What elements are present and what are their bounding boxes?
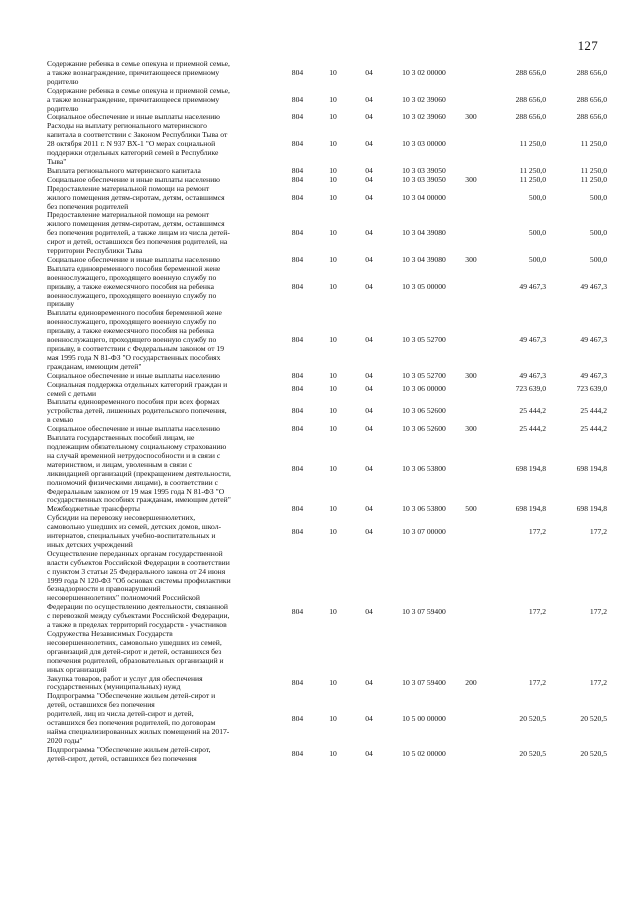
section-code-cell: 10: [329, 67, 337, 77]
table-row: [47, 675, 607, 693]
amount-year2-cell: 723 639,0: [576, 384, 607, 394]
expense-type-cell: 300: [465, 370, 477, 380]
expense-type-cell: 300: [465, 174, 477, 184]
target-article-cell: 10 3 06 52600: [402, 406, 446, 416]
amount-year1-cell: 25 444,2: [519, 424, 546, 434]
section-code-cell: 10: [329, 406, 337, 416]
amount-year2-cell: 20 520,5: [580, 749, 607, 759]
target-article-cell: 10 5 02 00000: [402, 749, 446, 759]
amount-year2-cell: 11 250,0: [580, 139, 607, 149]
subsection-code-cell: 04: [365, 67, 373, 77]
row-name-cell: Предоставление материальной помощи на ремонт жилого помещения детям-сиротам, детям, оставшимся без попечения родителей, а также лицам из числа детей- сирот и детей, оставшихся без попечения родителей, на территории Республики Тыва: [47, 210, 230, 256]
table-row: [47, 692, 607, 745]
amount-year1-cell: 698 194,8: [515, 504, 546, 514]
table-row: [47, 398, 607, 425]
section-code-cell: 10: [329, 749, 337, 759]
row-name-cell: Подпрограмма "Обеспечение жильем детей-сирот, детей-сирот, детей, оставшихся без попечения: [47, 744, 211, 763]
target-article-cell: 10 3 07 59400: [402, 677, 446, 687]
ministry-code-cell: 804: [291, 370, 304, 380]
amount-year1-cell: 288 656,0: [515, 67, 546, 77]
row-name-cell: Социальная поддержка отдельных категорий граждан и семей с детьми: [47, 379, 228, 398]
ministry-code-cell: 804: [291, 504, 304, 514]
subsection-code-cell: 04: [365, 749, 373, 759]
amount-year2-cell: 11 250,0: [580, 165, 607, 175]
row-name-cell: Социальное обеспечение и иные выплаты населению: [47, 424, 220, 434]
section-code-cell: 10: [329, 384, 337, 394]
row-name-cell: Выплата единовременного пособия беременной жене военнослужащего, проходящего военную службу по призыву, а также ежемесячного пособия на ребенка военнослужащего, проходящего военную службу по призыву: [47, 263, 221, 309]
ministry-code-cell: 804: [291, 335, 304, 345]
amount-year1-cell: 500,0: [528, 228, 546, 238]
ministry-code-cell: 804: [291, 713, 304, 723]
amount-year2-cell: 288 656,0: [576, 67, 607, 77]
amount-year2-cell: 698 194,8: [576, 504, 607, 514]
table-row: [47, 309, 607, 371]
row-name-cell: Осуществление переданных органам государственной власти субъектов Российской Федерации в соответствии с пунктом 3 статьи 25 Федерального закона от 24 июня 1999 года N 120-ФЗ "Об основах системы профилактики безнадзорности и правонарушений несовершеннолетних" полномочий Российской Федерации по осуществлению деятельности, связанной с перевозкой между субъектами Российской Федерации, а также в пределах территорий государств - участников Содружества Независимых Государств несовершеннолетних, самовольно ушедших из семей, организаций для детей-сирот и детей, оставшихся без попечения родителей, образовательных организаций и иных организаций: [47, 548, 231, 674]
target-article-cell: 10 3 03 00000: [402, 139, 446, 149]
table-row: [47, 434, 607, 505]
target-article-cell: 10 3 07 59400: [402, 606, 446, 616]
subsection-code-cell: 04: [365, 281, 373, 291]
subsection-code-cell: 04: [365, 335, 373, 345]
amount-year2-cell: 288 656,0: [576, 94, 607, 104]
table-row: [47, 746, 607, 764]
amount-year2-cell: 20 520,5: [580, 713, 607, 723]
amount-year1-cell: 49 467,3: [519, 370, 546, 380]
subsection-code-cell: 04: [365, 713, 373, 723]
amount-year1-cell: 288 656,0: [515, 94, 546, 104]
subsection-code-cell: 04: [365, 165, 373, 175]
subsection-code-cell: 04: [365, 174, 373, 184]
ministry-code-cell: 804: [291, 677, 304, 687]
amount-year1-cell: 20 520,5: [519, 713, 546, 723]
amount-year1-cell: 288 656,0: [515, 112, 546, 122]
target-article-cell: 10 3 02 39060: [402, 112, 446, 122]
section-code-cell: 10: [329, 677, 337, 687]
subsection-code-cell: 04: [365, 192, 373, 202]
row-name-cell: Социальное обеспечение и иные выплаты населению: [47, 112, 220, 122]
ministry-code-cell: 804: [291, 112, 304, 122]
table-row: [47, 60, 607, 87]
subsection-code-cell: 04: [365, 504, 373, 514]
amount-year1-cell: 500,0: [528, 192, 546, 202]
target-article-cell: 10 3 05 52700: [402, 370, 446, 380]
ministry-code-cell: 804: [291, 67, 304, 77]
target-article-cell: 10 3 06 53800: [402, 464, 446, 474]
amount-year1-cell: 25 444,2: [519, 406, 546, 416]
target-article-cell: 10 3 07 00000: [402, 526, 446, 536]
section-code-cell: 10: [329, 526, 337, 536]
target-article-cell: 10 3 06 53800: [402, 504, 446, 514]
amount-year2-cell: 49 467,3: [580, 370, 607, 380]
amount-year2-cell: 698 194,8: [576, 464, 607, 474]
ministry-code-cell: 804: [291, 464, 304, 474]
row-name-cell: Выплата государственных пособий лицам, не подлежащим обязательному социальному страхованию на случай временной нетрудоспособности и в связи с материнством, и лицам, уволенным в связи с ликвидацией организаций (прекращением деятельности, полномочий физическими лицами), в соответствии с Федеральным законом от 19 мая 1995 года N 81-ФЗ "О государственных пособиях гражданам, имеющим детей": [47, 433, 231, 505]
ministry-code-cell: 804: [291, 254, 304, 264]
subsection-code-cell: 04: [365, 424, 373, 434]
row-name-cell: Социальное обеспечение и иные выплаты населению: [47, 254, 220, 264]
amount-year2-cell: 11 250,0: [580, 174, 607, 184]
row-name-cell: Содержание ребенка в семье опекуна и приемной семье, а также вознаграждение, причитающееся приемному родителю: [47, 59, 230, 86]
section-code-cell: 10: [329, 112, 337, 122]
row-name-cell: Подпрограмма "Обеспечение жильем детей-сирот и детей, оставшихся без попечения родителей, лиц из числа детей-сирот и детей, оставшихся без попечения родителей, по договорам найма специализированных жилых помещений на 2017- 2020 годы": [47, 691, 230, 745]
target-article-cell: 10 3 05 00000: [402, 281, 446, 291]
ministry-code-cell: 804: [291, 174, 304, 184]
subsection-code-cell: 04: [365, 139, 373, 149]
section-code-cell: 10: [329, 281, 337, 291]
target-article-cell: 10 3 04 00000: [402, 192, 446, 202]
subsection-code-cell: 04: [365, 406, 373, 416]
target-article-cell: 10 3 02 39060: [402, 94, 446, 104]
row-name-cell: Выплаты единовременного пособия при всех формах устройства детей, лишенных родительского попечения, в семью: [47, 397, 227, 425]
target-article-cell: 10 3 06 52600: [402, 424, 446, 434]
section-code-cell: 10: [329, 174, 337, 184]
amount-year2-cell: 500,0: [589, 228, 607, 238]
ministry-code-cell: 804: [291, 749, 304, 759]
section-code-cell: 10: [329, 464, 337, 474]
ministry-code-cell: 804: [291, 526, 304, 536]
subsection-code-cell: 04: [365, 526, 373, 536]
section-code-cell: 10: [329, 606, 337, 616]
expense-type-cell: 200: [465, 677, 477, 687]
row-name-cell: Выплата регионального материнского капитала: [47, 165, 201, 175]
table-row: [47, 381, 607, 399]
budget-table: [47, 60, 607, 764]
amount-year2-cell: 288 656,0: [576, 112, 607, 122]
table-row: [47, 265, 607, 310]
ministry-code-cell: 804: [291, 606, 304, 616]
section-code-cell: 10: [329, 192, 337, 202]
amount-year1-cell: 11 250,0: [519, 174, 546, 184]
amount-year2-cell: 177,2: [589, 526, 607, 536]
subsection-code-cell: 04: [365, 677, 373, 687]
row-name-cell: Межбюджетные трансферты: [47, 504, 140, 514]
amount-year2-cell: 49 467,3: [580, 281, 607, 291]
section-code-cell: 10: [329, 254, 337, 264]
section-code-cell: 10: [329, 335, 337, 345]
ministry-code-cell: 804: [291, 94, 304, 104]
expense-type-cell: 300: [465, 254, 477, 264]
amount-year1-cell: 698 194,8: [515, 464, 546, 474]
target-article-cell: 10 3 03 39050: [402, 165, 446, 175]
amount-year1-cell: 11 250,0: [519, 165, 546, 175]
section-code-cell: 10: [329, 370, 337, 380]
section-code-cell: 10: [329, 713, 337, 723]
subsection-code-cell: 04: [365, 464, 373, 474]
ministry-code-cell: 804: [291, 281, 304, 291]
amount-year1-cell: 11 250,0: [519, 139, 546, 149]
amount-year1-cell: 723 639,0: [515, 384, 546, 394]
table-row: [47, 122, 607, 167]
table-row: [47, 87, 607, 114]
section-code-cell: 10: [329, 424, 337, 434]
row-name-cell: Расходы на выплату регионального материнского капитала в соответствии с Законом Республики Тыва от 28 октября 2011 г. N 937 ВХ-1 "О мерах социальной поддержки отдельных категорий семей в Республике Тыва": [47, 121, 228, 166]
row-name-cell: Субсидии на перевозку несовершеннолетних, самовольно ушедших из семей, детских домов, школ- интернатов, специальных учебно-воспитательных и иных детских учреждений: [47, 513, 222, 549]
row-name-cell: Социальное обеспечение и иные выплаты населению: [47, 174, 220, 184]
ministry-code-cell: 804: [291, 424, 304, 434]
table-row: [47, 514, 607, 550]
section-code-cell: 10: [329, 94, 337, 104]
amount-year1-cell: 49 467,3: [519, 335, 546, 345]
row-name-cell: Содержание ребенка в семье опекуна и приемной семье, а также вознаграждение, причитающееся приемному родителю: [47, 85, 230, 113]
row-name-cell: Закупка товаров, работ и услуг для обеспечения государственных (муниципальных) нужд: [47, 673, 203, 692]
amount-year2-cell: 25 444,2: [580, 424, 607, 434]
amount-year1-cell: 20 520,5: [519, 749, 546, 759]
amount-year2-cell: 177,2: [589, 677, 607, 687]
ministry-code-cell: 804: [291, 384, 304, 394]
amount-year2-cell: 500,0: [589, 192, 607, 202]
amount-year1-cell: 177,2: [528, 677, 546, 687]
ministry-code-cell: 804: [291, 165, 304, 175]
amount-year1-cell: 500,0: [528, 254, 546, 264]
ministry-code-cell: 804: [291, 228, 304, 238]
page-number: 127: [577, 38, 598, 53]
section-code-cell: 10: [329, 228, 337, 238]
expense-type-cell: 300: [465, 424, 477, 434]
section-code-cell: 10: [329, 139, 337, 149]
row-name-cell: Выплаты единовременного пособия беременной жене военнослужащего, проходящего военную службу по призыву, а также ежемесячного пособия на ребенка военнослужащего, проходящего военную службу по призыву, в соответствии с Федеральным законом от 19 мая 1995 года N 81-ФЗ "О государственных пособиях гражданам, имеющим детей": [47, 308, 225, 371]
ministry-code-cell: 804: [291, 192, 304, 202]
ministry-code-cell: 804: [291, 139, 304, 149]
subsection-code-cell: 04: [365, 606, 373, 616]
target-article-cell: 10 3 03 39050: [402, 174, 446, 184]
amount-year1-cell: 177,2: [528, 526, 546, 536]
amount-year2-cell: 49 467,3: [580, 335, 607, 345]
subsection-code-cell: 04: [365, 370, 373, 380]
row-name-cell: Социальное обеспечение и иные выплаты населению: [47, 370, 220, 380]
amount-year2-cell: 25 444,2: [580, 406, 607, 416]
subsection-code-cell: 04: [365, 94, 373, 104]
table-row: [47, 211, 607, 256]
expense-type-cell: 500: [465, 504, 477, 514]
amount-year1-cell: 177,2: [528, 606, 546, 616]
section-code-cell: 10: [329, 165, 337, 175]
target-article-cell: 10 3 02 00000: [402, 67, 446, 77]
table-row: [47, 550, 607, 675]
subsection-code-cell: 04: [365, 254, 373, 264]
table-row: [47, 185, 607, 212]
amount-year1-cell: 49 467,3: [519, 281, 546, 291]
ministry-code-cell: 804: [291, 406, 304, 416]
target-article-cell: 10 3 04 39080: [402, 228, 446, 238]
amount-year2-cell: 177,2: [589, 606, 607, 616]
target-article-cell: 10 5 00 00000: [402, 713, 446, 723]
subsection-code-cell: 04: [365, 228, 373, 238]
expense-type-cell: 300: [465, 112, 477, 122]
section-code-cell: 10: [329, 504, 337, 514]
target-article-cell: 10 3 04 39080: [402, 254, 446, 264]
subsection-code-cell: 04: [365, 112, 373, 122]
amount-year2-cell: 500,0: [589, 254, 607, 264]
target-article-cell: 10 3 05 52700: [402, 335, 446, 345]
row-name-cell: Предоставление материальной помощи на ремонт жилого помещения детям-сиротам, детям, оставшимся без попечения родителей: [47, 183, 225, 211]
subsection-code-cell: 04: [365, 384, 373, 394]
target-article-cell: 10 3 06 00000: [402, 384, 446, 394]
